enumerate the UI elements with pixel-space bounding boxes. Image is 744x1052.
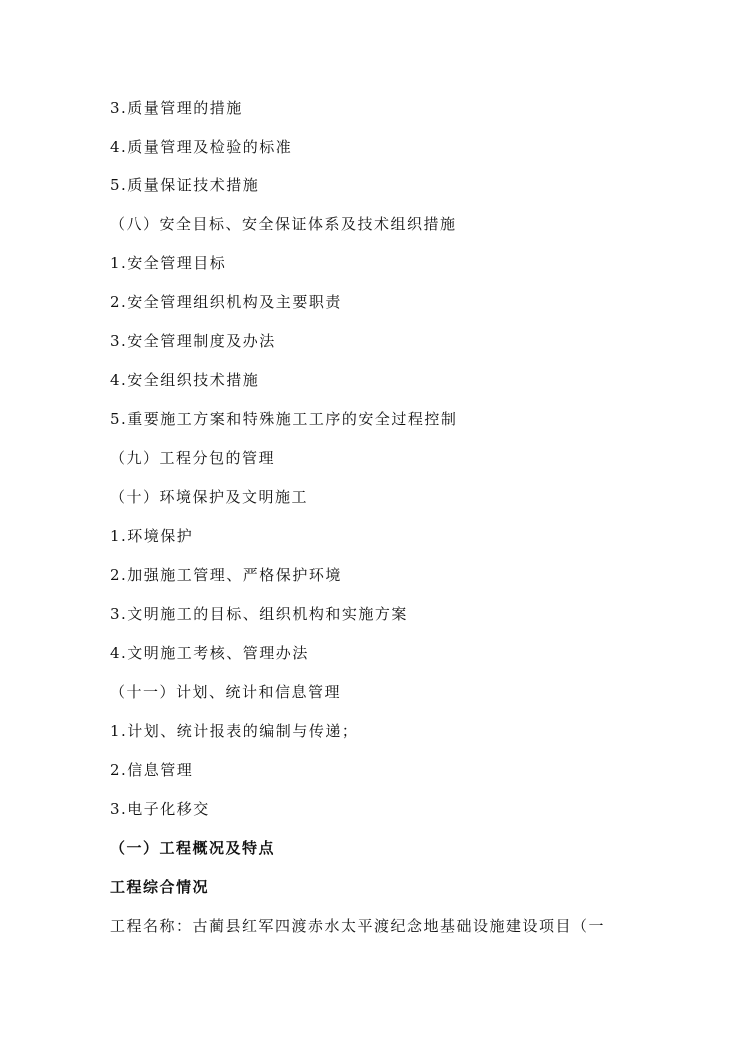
toc-line: 1.环境保护 <box>110 527 194 545</box>
toc-line: 4.文明施工考核、管理办法 <box>110 644 309 662</box>
toc-line: 3.质量管理的措施 <box>110 99 243 117</box>
toc-section-heading: （十）环境保护及文明施工 <box>110 488 309 506</box>
body-text: 工程名称：古蔺县红军四渡赤水太平渡纪念地基础设施建设项目（一 <box>110 917 606 935</box>
toc-line: 2.加强施工管理、严格保护环境 <box>110 566 342 584</box>
toc-section-heading: （八）安全目标、安全保证体系及技术组织措施 <box>110 215 457 233</box>
toc-line: 3.电子化移交 <box>110 800 210 818</box>
toc-section-heading: （十一）计划、统计和信息管理 <box>110 683 342 701</box>
toc-line: 2.安全管理组织机构及主要职责 <box>110 293 342 311</box>
toc-line: 4.安全组织技术措施 <box>110 371 260 389</box>
toc-line: 1.计划、统计报表的编制与传递； <box>110 722 359 740</box>
toc-line: 4.质量管理及检验的标准 <box>110 138 293 156</box>
toc-line: 5.质量保证技术措施 <box>110 176 260 194</box>
subsection-heading: 工程综合情况 <box>110 878 210 896</box>
toc-line: 2.信息管理 <box>110 761 194 779</box>
toc-line: 1.安全管理目标 <box>110 254 227 272</box>
toc-section-heading: （九）工程分包的管理 <box>110 449 276 467</box>
toc-line: 5.重要施工方案和特殊施工工序的安全过程控制 <box>110 410 458 428</box>
toc-line: 3.安全管理制度及办法 <box>110 332 276 350</box>
section-heading: （一）工程概况及特点 <box>110 839 276 857</box>
toc-line: 3.文明施工的目标、组织机构和实施方案 <box>110 605 408 623</box>
